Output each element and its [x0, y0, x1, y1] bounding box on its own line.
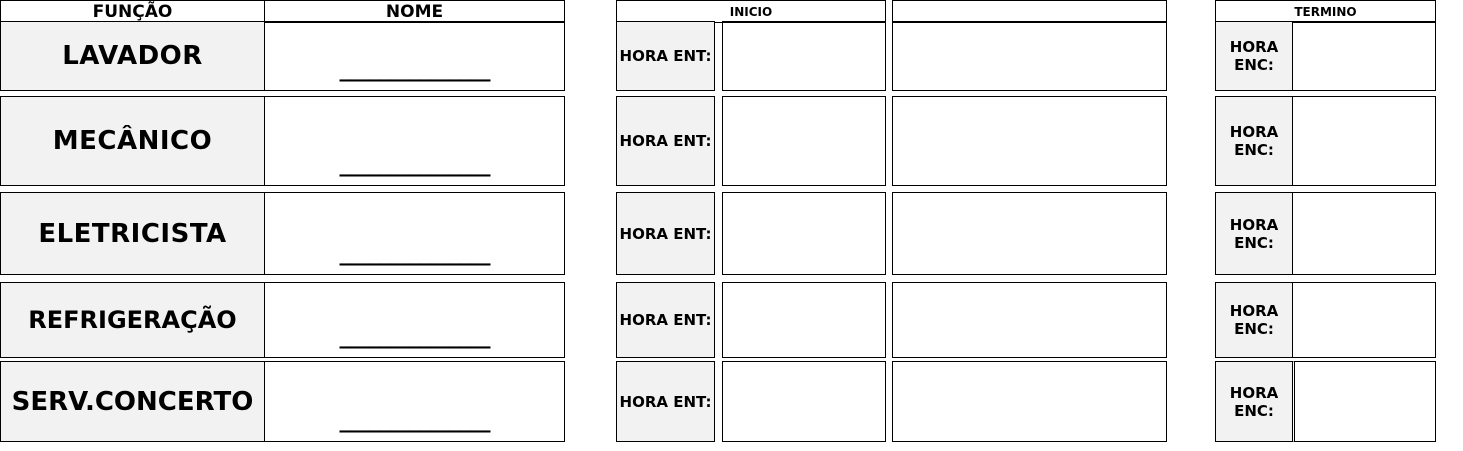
header-termino: TERMINO	[1215, 0, 1436, 23]
hora-enc-label	[1215, 282, 1293, 358]
hora-enc-field[interactable]	[1292, 96, 1436, 186]
hora-ent-field[interactable]	[722, 361, 886, 442]
hora-enc-line2: ENC:	[1234, 56, 1274, 74]
obs-field[interactable]	[892, 361, 1167, 442]
hora-ent-field[interactable]	[722, 192, 886, 275]
obs-field[interactable]	[892, 96, 1167, 186]
row-nome-field[interactable]: _______________	[264, 21, 565, 91]
row-nome-field[interactable]: _______________	[264, 96, 565, 186]
hora-enc-label	[1215, 361, 1293, 442]
header-blank	[892, 0, 1167, 23]
hora-enc-label	[1215, 96, 1293, 186]
obs-field[interactable]	[892, 282, 1167, 358]
header-funcao: FUNÇÃO	[0, 0, 265, 23]
hora-enc-label	[1215, 192, 1293, 275]
hora-enc-label	[1215, 21, 1293, 91]
hora-ent-field[interactable]	[722, 21, 886, 91]
hora-enc-line1: HORA	[1229, 38, 1279, 56]
hora-ent-label: HORA ENT:	[616, 21, 715, 91]
row-funcao: SERV.CONCERTO	[0, 361, 265, 442]
hora-enc-line2: ENC:	[1234, 320, 1274, 338]
row-funcao: ELETRICISTA	[0, 192, 265, 275]
hora-enc-line2: ENC:	[1234, 401, 1274, 420]
row-funcao: MECÂNICO	[0, 96, 265, 186]
hora-ent-label: HORA ENT:	[616, 282, 715, 358]
header-inicio: INICIO	[616, 0, 886, 23]
row-nome-field[interactable]: _______________	[264, 282, 565, 358]
hora-enc-field[interactable]	[1292, 21, 1436, 91]
hora-enc-line1: HORA	[1229, 302, 1279, 320]
hora-ent-label: HORA ENT:	[616, 96, 715, 186]
hora-enc-field[interactable]	[1292, 192, 1436, 275]
obs-field[interactable]	[892, 192, 1167, 275]
hora-enc-field[interactable]	[1292, 361, 1436, 442]
hora-ent-field[interactable]	[722, 282, 886, 358]
hora-enc-line2: ENC:	[1234, 141, 1274, 159]
hora-ent-label: HORA ENT:	[616, 192, 715, 275]
obs-field[interactable]	[892, 21, 1167, 91]
hora-ent-field[interactable]	[722, 96, 886, 186]
row-nome-field[interactable]: _______________	[264, 361, 565, 442]
hora-enc-line1: HORA	[1229, 383, 1279, 402]
header-nome: NOME	[264, 0, 565, 23]
row-funcao: REFRIGERAÇÃO	[0, 282, 265, 358]
row-nome-field[interactable]: _______________	[264, 192, 565, 275]
hora-enc-line1: HORA	[1229, 123, 1279, 141]
hora-enc-field[interactable]	[1292, 282, 1436, 358]
row-funcao: LAVADOR	[0, 21, 265, 91]
hora-enc-line2: ENC:	[1234, 233, 1274, 252]
hora-ent-label: HORA ENT:	[616, 361, 715, 442]
hora-enc-line1: HORA	[1229, 215, 1279, 234]
